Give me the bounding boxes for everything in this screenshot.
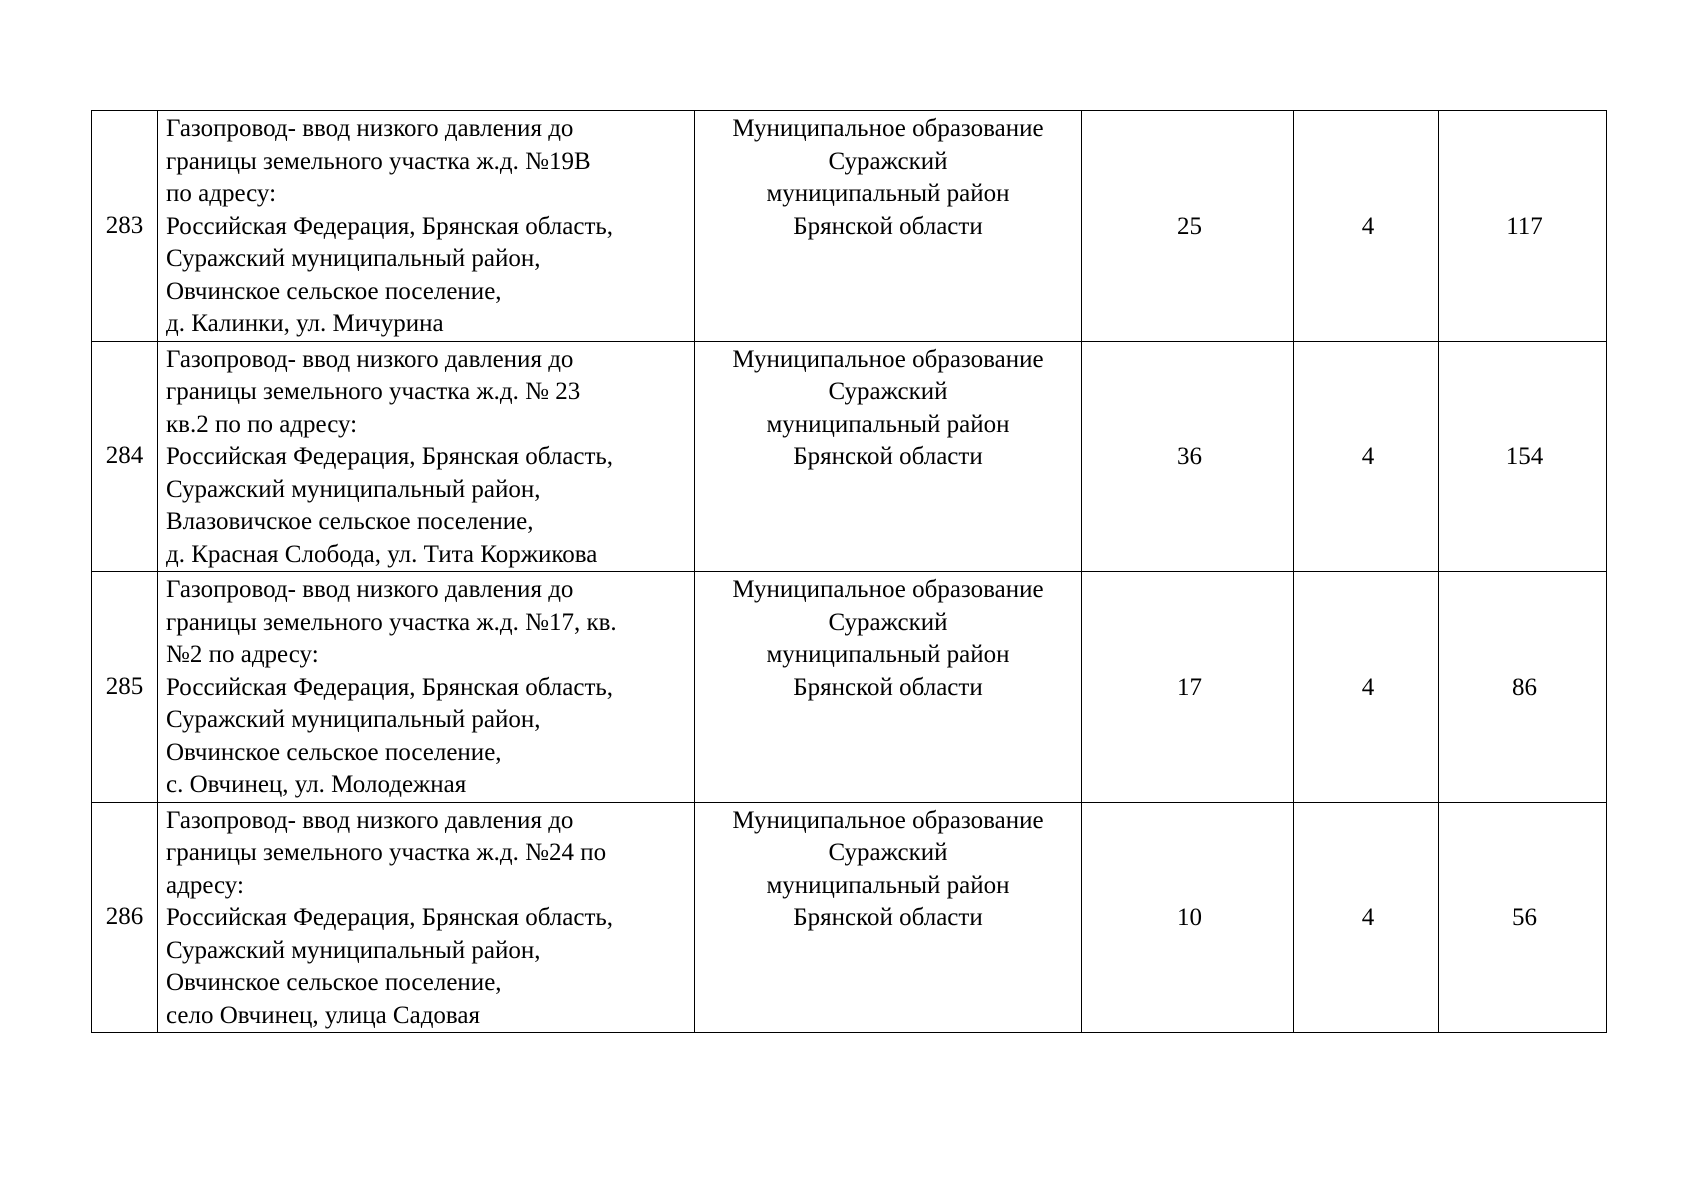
object-name-cell: Газопровод- ввод низкого давления до границы земельного участка ж.д. №17, кв. №2 по адресу: Российская Федерация, Брянская область, Суражский муниципальный район, Овчинское сельское поселение, с. Овчинец, ул. Молодежная	[158, 572, 695, 803]
table-row	[92, 111, 1607, 342]
length-cell: 17	[1082, 572, 1294, 803]
table-row	[92, 572, 1607, 803]
length-cell: 36	[1082, 341, 1294, 572]
owner-cell: Муниципальное образование Суражский муниципальный район Брянской области	[695, 802, 1082, 1033]
gas-pipeline-registry-table	[91, 110, 1607, 1033]
value-cell: 56	[1439, 802, 1607, 1033]
pressure-category-cell: 4	[1294, 802, 1439, 1033]
table-row	[92, 341, 1607, 572]
row-number-cell: 283	[92, 111, 158, 342]
pressure-category-cell: 4	[1294, 341, 1439, 572]
row-number-cell: 285	[92, 572, 158, 803]
table-row	[92, 802, 1607, 1033]
length-cell: 10	[1082, 802, 1294, 1033]
object-name-cell: Газопровод- ввод низкого давления до границы земельного участка ж.д. №24 по адресу: Российская Федерация, Брянская область, Суражский муниципальный район, Овчинское сельское поселение, село Овчинец, улица Садовая	[158, 802, 695, 1033]
row-number-cell: 286	[92, 802, 158, 1033]
pressure-category-cell: 4	[1294, 572, 1439, 803]
owner-cell: Муниципальное образование Суражский муниципальный район Брянской области	[695, 111, 1082, 342]
row-number-cell: 284	[92, 341, 158, 572]
value-cell: 117	[1439, 111, 1607, 342]
pressure-category-cell: 4	[1294, 111, 1439, 342]
object-name-cell: Газопровод- ввод низкого давления до границы земельного участка ж.д. № 23 кв.2 по по адресу: Российская Федерация, Брянская область, Суражский муниципальный район, Влазовичское сельское поселение, д. Красная Слобода, ул. Тита Коржикова	[158, 341, 695, 572]
value-cell: 154	[1439, 341, 1607, 572]
owner-cell: Муниципальное образование Суражский муниципальный район Брянской области	[695, 341, 1082, 572]
object-name-cell: Газопровод- ввод низкого давления до границы земельного участка ж.д. №19В по адресу: Российская Федерация, Брянская область, Суражский муниципальный район, Овчинское сельское поселение, д. Калинки, ул. Мичурина	[158, 111, 695, 342]
length-cell: 25	[1082, 111, 1294, 342]
value-cell: 86	[1439, 572, 1607, 803]
owner-cell: Муниципальное образование Суражский муниципальный район Брянской области	[695, 572, 1082, 803]
